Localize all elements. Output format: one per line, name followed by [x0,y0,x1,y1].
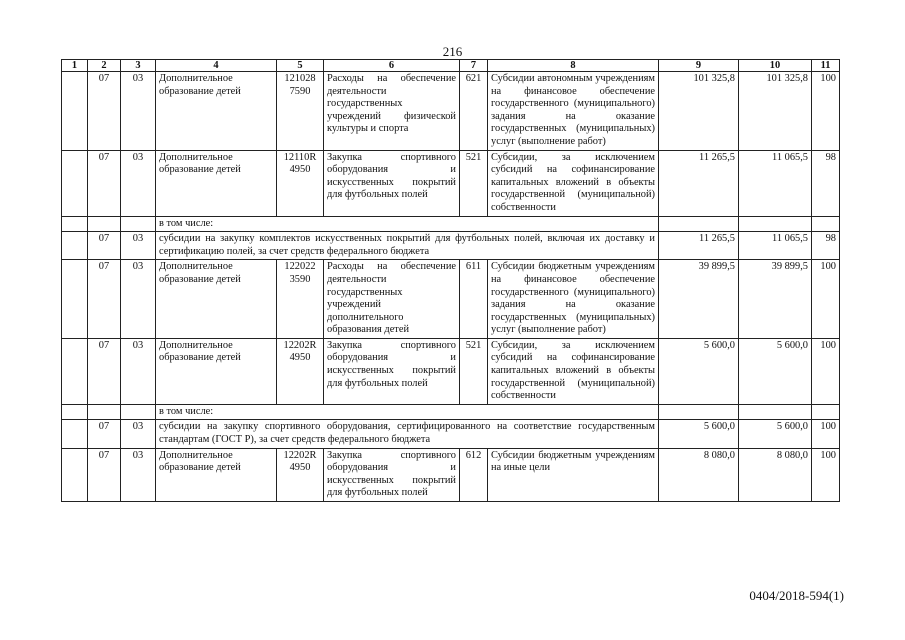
cell-percent: 98 [812,232,840,260]
cell-percent: 100 [812,420,840,448]
cell-percent: 100 [812,338,840,404]
cell-subsection: 03 [121,72,156,151]
cell-percent: 100 [812,260,840,339]
table-row [62,150,840,216]
column-header: 8 [488,60,659,72]
cell-expense-type: 521 [460,150,488,216]
cell-plan: 8 080,0 [659,448,739,501]
cell-actual: 101 325,8 [739,72,812,151]
cell-section-name: Дополнительное образование детей [156,260,277,339]
column-header: 10 [739,60,812,72]
cell-expense-type: 612 [460,448,488,501]
cell-c1 [62,448,88,501]
column-header: 3 [121,60,156,72]
including-label: в том числе: [156,216,659,232]
cell-subsection: 03 [121,420,156,448]
cell-expense-name: Закупка спортивного оборудования и искусственных покрытий для футбольных полей [324,338,460,404]
cell-plan: 11 265,5 [659,232,739,260]
page-number: 216 [442,44,463,59]
cell-percent: 98 [812,150,840,216]
cell-c1 [62,150,88,216]
cell-subsection: 03 [121,448,156,501]
cell-actual: 39 899,5 [739,260,812,339]
cell-expense-name: Закупка спортивного оборудования и искусственных покрытий для футбольных полей [324,150,460,216]
cell-section-name: Дополнительное образование детей [156,448,277,501]
cell-expense-name: Закупка спортивного оборудования и искусственных покрытий для футбольных полей [324,448,460,501]
table-row [62,338,840,404]
cell-section-name: Дополнительное образование детей [156,72,277,151]
cell-section: 07 [88,232,121,260]
cell-target-code: 12202R 4950 [277,338,324,404]
cell-c1 [62,338,88,404]
table-row [62,232,840,260]
cell-expense-type-name: Субсидии автономным учреждениям на финансовое обеспечение государственного (муниципального) задания на оказание государственных (муниципальных) услуг (выполнение работ) [488,72,659,151]
cell-expense-name: Расходы на обеспечение деятельности государственных учреждений физической культуры и спорта [324,72,460,151]
cell-expense-type-name: Субсидии, за исключением субсидий на софинансирование капитальных вложений в объекты государственной (муниципальной) собственности [488,338,659,404]
cell-section: 07 [88,260,121,339]
document-code: 0404/2018-594(1) [749,588,844,603]
cell-target-code: 12202R 4950 [277,448,324,501]
cell-actual: 5 600,0 [739,420,812,448]
cell-subsection: 03 [121,260,156,339]
cell-target-code: 12110R 4950 [277,150,324,216]
cell-expense-type: 521 [460,338,488,404]
column-header: 1 [62,60,88,72]
cell-c1 [62,260,88,339]
cell-expense-type: 621 [460,72,488,151]
table-row [62,72,840,151]
cell-percent: 100 [812,72,840,151]
column-header: 4 [156,60,277,72]
table-row [62,420,840,448]
column-header-row [62,60,840,72]
table-row [62,260,840,339]
cell-plan: 11 265,5 [659,150,739,216]
cell-expense-type: 611 [460,260,488,339]
cell-subsidy-description: субсидии на закупку спортивного оборудования, сертифицированного на соответствие государственным стандартам (ГОСТ Р), за счет средств федерального бюджета [156,420,659,448]
cell-subsection: 03 [121,150,156,216]
cell-target-code: 122022 3590 [277,260,324,339]
cell-actual: 11 065,5 [739,150,812,216]
cell-expense-type-name: Субсидии бюджетным учреждениям на финансовое обеспечение государственного (муниципального) задания на оказание государственных (муниципальных) услуг (выполнение работ) [488,260,659,339]
column-header: 6 [324,60,460,72]
cell-expense-type-name: Субсидии, за исключением субсидий на софинансирование капитальных вложений в объекты государственной (муниципальной) собственности [488,150,659,216]
cell-section-name: Дополнительное образование детей [156,338,277,404]
cell-section-name: Дополнительное образование детей [156,150,277,216]
including-row [62,216,840,232]
cell-section: 07 [88,72,121,151]
cell-plan: 5 600,0 [659,420,739,448]
cell-subsidy-description: субсидии на закупку комплектов искусственных покрытий для футбольных полей, включая их доставку и сертификацию полей, за счет средств федерального бюджета [156,232,659,260]
cell-percent: 100 [812,448,840,501]
cell-target-code: 121028 7590 [277,72,324,151]
cell-actual: 11 065,5 [739,232,812,260]
cell-section: 07 [88,150,121,216]
cell-plan: 101 325,8 [659,72,739,151]
column-header: 9 [659,60,739,72]
cell-section: 07 [88,420,121,448]
cell-subsection: 03 [121,338,156,404]
cell-plan: 39 899,5 [659,260,739,339]
cell-c1 [62,72,88,151]
cell-actual: 8 080,0 [739,448,812,501]
cell-section: 07 [88,338,121,404]
column-header: 5 [277,60,324,72]
column-header: 7 [460,60,488,72]
cell-subsection: 03 [121,232,156,260]
column-header: 2 [88,60,121,72]
table-row [62,448,840,501]
cell-expense-name: Расходы на обеспечение деятельности государственных учреждений дополнительного образования детей [324,260,460,339]
including-row [62,404,840,420]
column-header: 11 [812,60,840,72]
cell-plan: 5 600,0 [659,338,739,404]
budget-table [61,59,840,502]
cell-actual: 5 600,0 [739,338,812,404]
cell-section: 07 [88,448,121,501]
including-label: в том числе: [156,404,659,420]
cell-expense-type-name: Субсидии бюджетным учреждениям на иные цели [488,448,659,501]
